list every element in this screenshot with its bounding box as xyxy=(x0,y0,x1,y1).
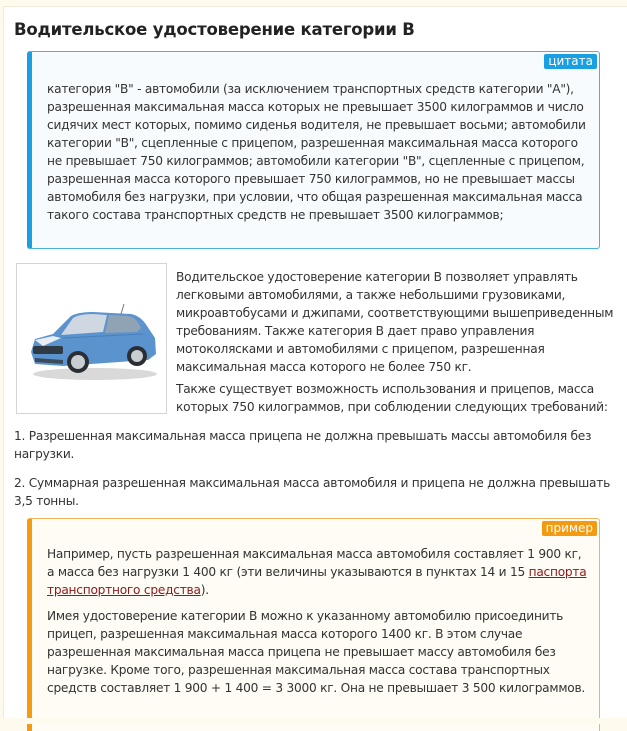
page-bottom-edge xyxy=(0,718,627,724)
article-page xyxy=(3,6,627,719)
page-title: Водительское удостоверение категории В xyxy=(14,20,415,39)
paragraph-category-b: Водительское удостоверение категории В позволяет управлять легковыми автомобилями, а также небольшими грузовиками, микроавтобусами и джипами, соответствующими вышеприведенным требованиям. Также категория В дает право управления мотоколясками и автомобилями с прицепом, разрешенная максимальная масса которого не более 750 кг. xyxy=(176,270,614,374)
example-badge: пример xyxy=(542,521,597,536)
requirement-2: 2. Суммарная разрешенная максимальная масса автомобиля и прицепа не должна превышать 3,5 тонны. xyxy=(14,476,610,508)
quote-block xyxy=(27,51,600,249)
example-text-before-link: Например, пусть разрешенная максимальная масса автомобиля составляет 1 900 кг, а масса без нагрузки 1 400 кг (эти величины указываются в пунктах 14 и 15 xyxy=(47,547,582,579)
paragraph-trailers: Также существует возможность использования и прицепов, масса которых 750 килограммов, при соблюдении следующих требований: xyxy=(176,382,608,414)
car-illustration-icon xyxy=(23,294,161,386)
car-image xyxy=(16,263,167,414)
example-paragraph-2: Имея удостоверение категории В можно к указанному автомобилю присоединить прицеп, разрешенная максимальная масса которого 1400 кг. В этом случае разрешенная максимальная масса прицепа не превышает массу автомобиля без нагрузке. Кроме того, разрешенная максимальная масса состава транспортных средств составляет 1 900 + 1 400 = 3 3000 кг. Она не превышает 3 500 килограммов. xyxy=(47,609,586,695)
quote-badge: цитата xyxy=(544,54,597,69)
requirement-1: 1. Разрешенная максимальная масса прицепа не должна превышать массы автомобиля без нагрузки. xyxy=(14,429,592,461)
example-paragraph-1 xyxy=(47,545,592,599)
example-text-after-link: ). xyxy=(200,583,209,597)
example-block xyxy=(27,518,600,731)
vehicle-passport-link[interactable]: паспорта транспортного средства xyxy=(47,565,587,597)
quote-text: категория "B" - автомобили (за исключением транспортных средств категории "A"), разрешенная максимальная масса которых не превышает 3500 килограммов и число сидячих мест которых, помимо сиденья водителя, не превышает восьми; автомобили категории "B", сцепленные с прицепом, разрешенная максимальная масса которого не превышает 750 килограммов; автомобили категории "B", сцепленные с прицепом, разрешенная масса которого превышает 750 килограммов, но не превышает массы автомобиля без нагрузки, при условии, что общая разрешенная максимальная масса такого состава транспортных средств не превышает 3500 килограммов; xyxy=(47,82,586,222)
